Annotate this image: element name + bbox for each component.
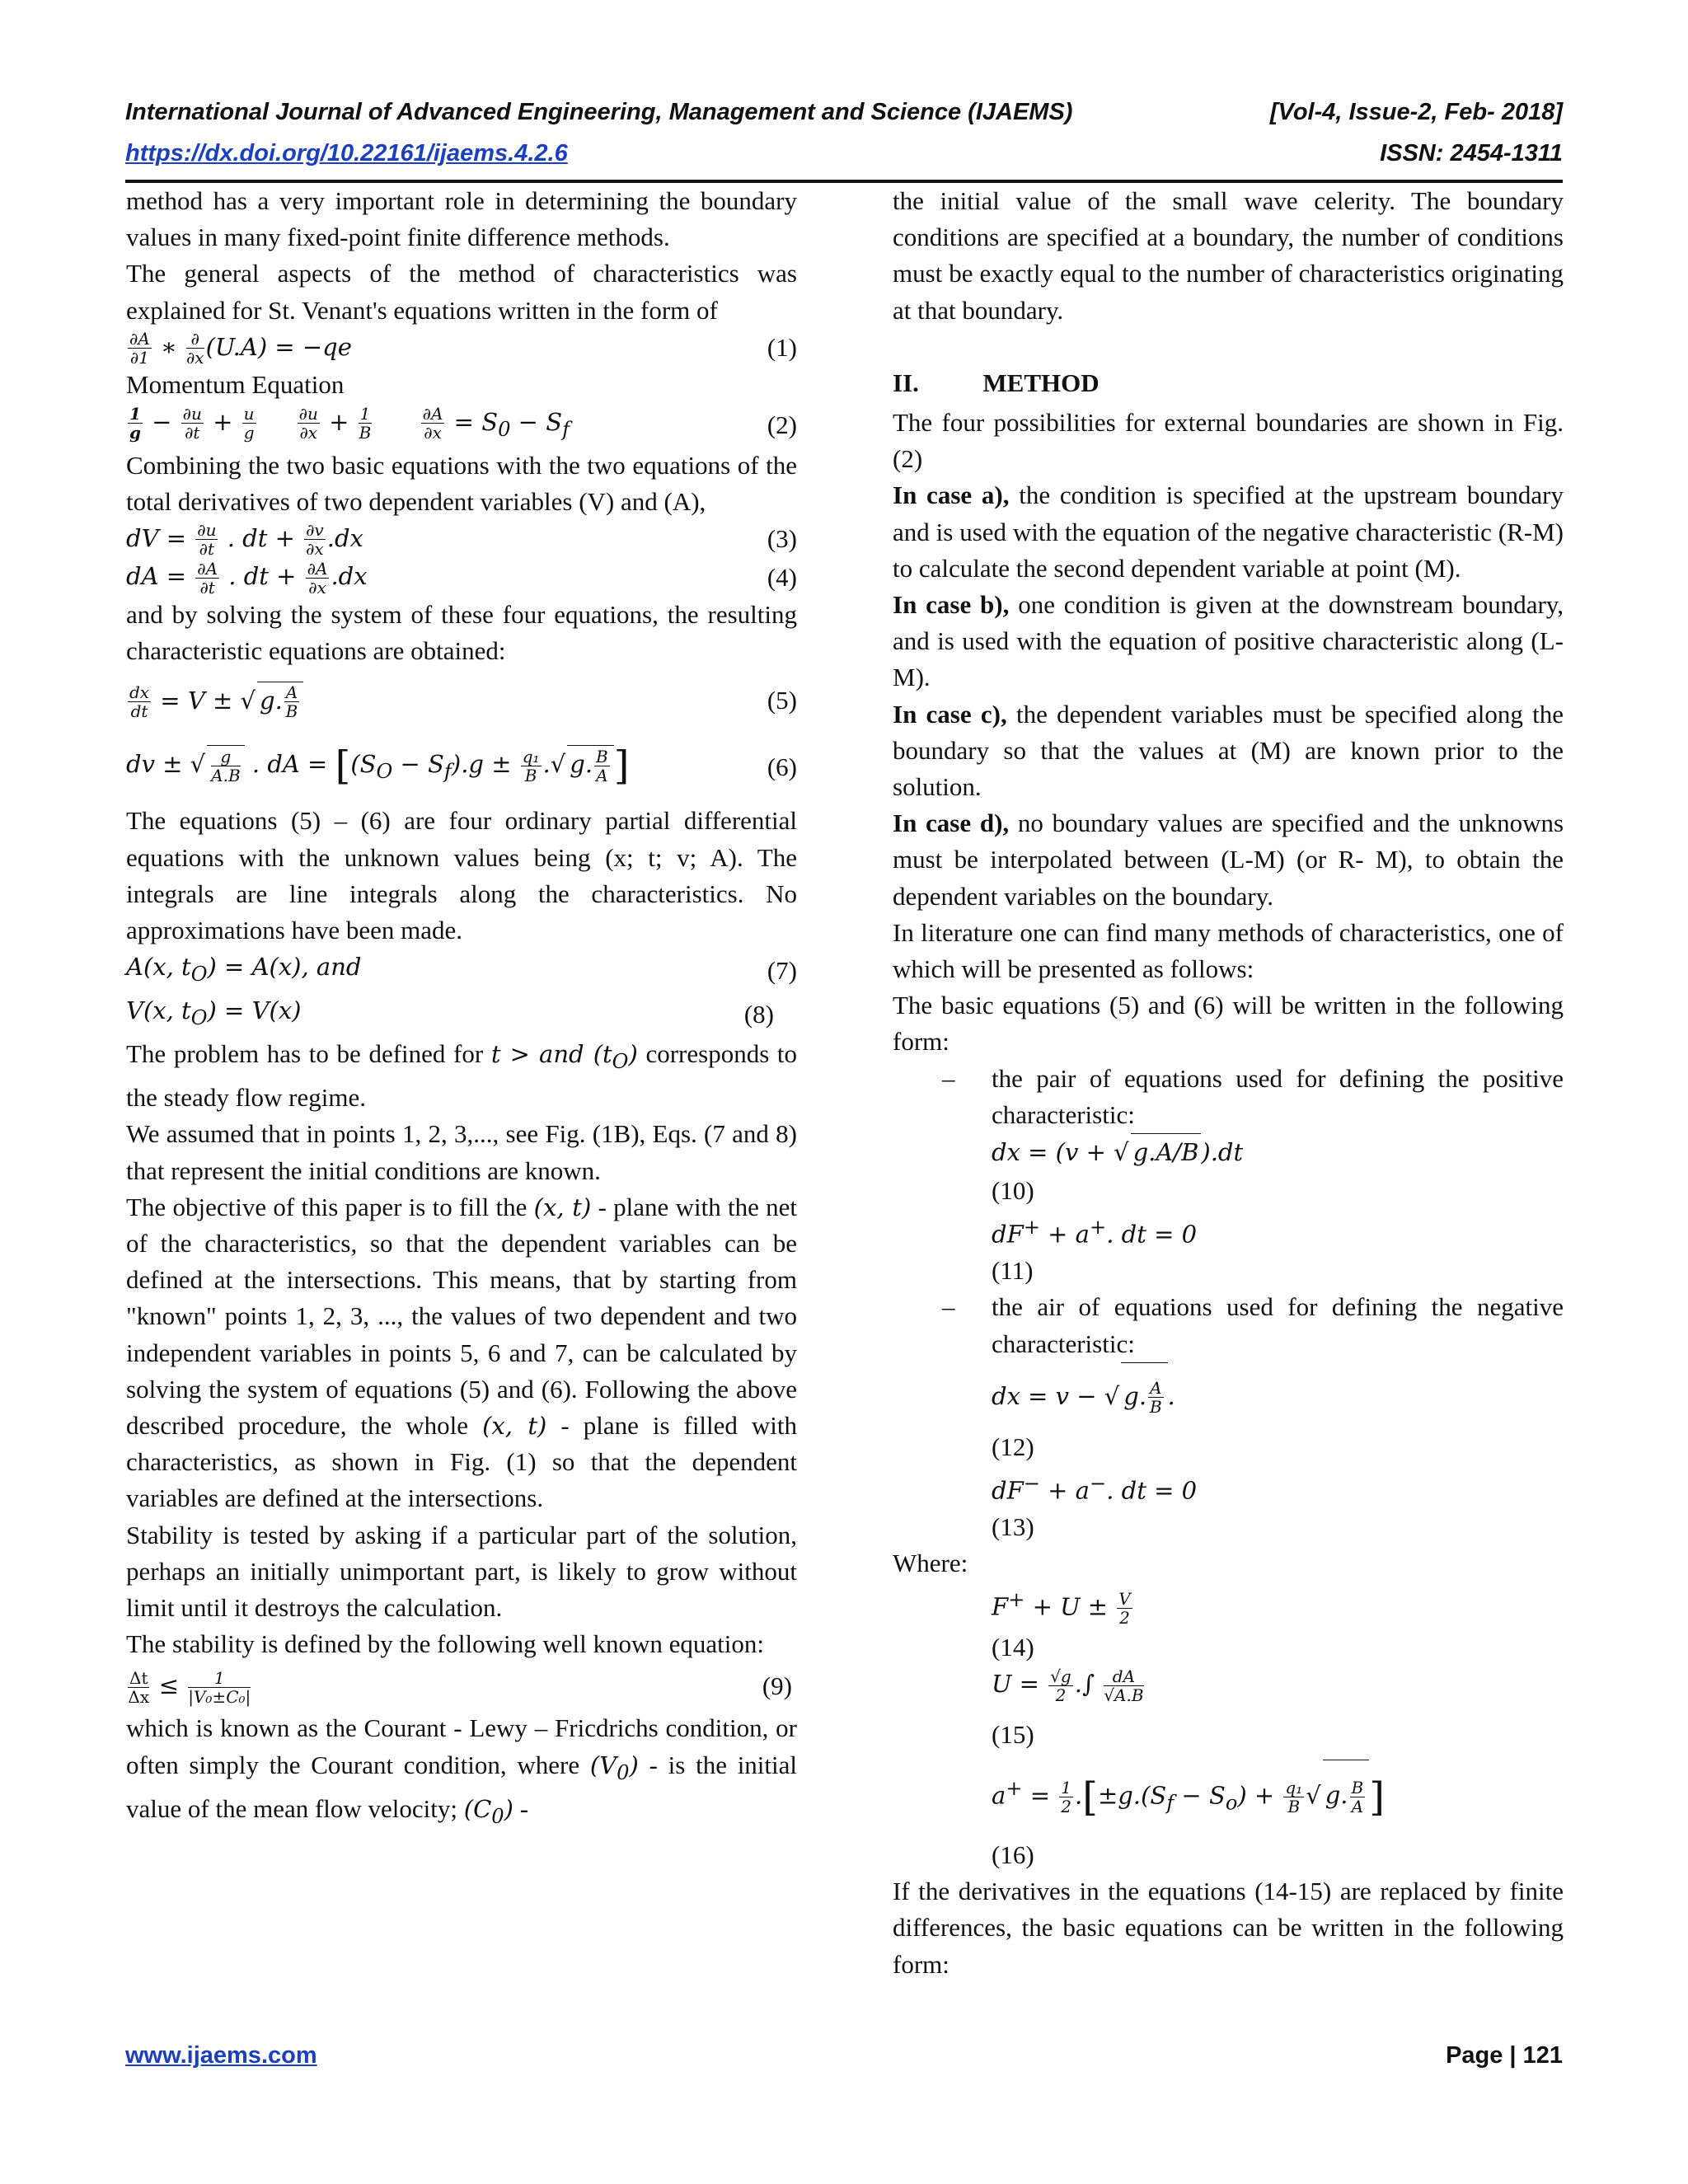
equation-number: (6) — [767, 752, 797, 782]
equation-8: V(x, $t_O) = V(x)$ (8) — [126, 992, 797, 1036]
paragraph: The problem has to be defined for t > and $(t_O)$ corresponds to the steady flow regime. — [126, 1039, 798, 1113]
equation-number: (5) — [767, 686, 797, 715]
equation-number: (4) — [767, 562, 797, 592]
equation-number: (8) — [743, 999, 774, 1029]
equation-number: (1) — [767, 332, 797, 362]
section-heading: II. METHOD — [893, 368, 1100, 397]
paragraph: The objective of this paper is to fill the (x, t) - plane with the net of the characteristics, so that the dependent variables can be defined at the intersections. This means, that by starting from "known" points 1, 2, 3, ..., the values of two dependent and two independent variables in points 5, 6 and 7, can be calculated by solving the system of equations (5) and (6). Following the above described procedure, the whole (x, t) - plane is filled with characteristics, as shown in Fig. (1) so that the dependent variables are defined at the intersections. — [126, 1192, 798, 1513]
where-label: Where: — [893, 1549, 968, 1578]
paragraph: The stability is defined by the following well known equation: — [126, 1629, 765, 1659]
doi-link[interactable]: https://dx.doi.org/10.22161/ijaems.4.2.6 — [125, 140, 568, 166]
equation-number: (13) — [992, 1511, 1034, 1541]
page-number: Page | 121 — [1446, 2042, 1563, 2069]
journal-title: International Journal of Advanced Engineering, Management and Science (IJAEMS) — [125, 99, 1073, 125]
equation-6: dv ± √ $\frac{g}{A.B}$ . dA = [$(S_O - S_f).g$ ± $\frac{\text{q₁}}{B}$ .√ g. $\frac{B}{A}$ ] (6) — [126, 743, 797, 790]
equation-1: $\frac{\partial A}{\partial 1}$ ∗ $\frac{\partial}{\partial x}$ (U.A) = −qe (1) — [129, 329, 797, 368]
paragraph: The four possibilities for external boundaries are shown in Fig. (2) — [893, 408, 1564, 474]
case-c: In case c), the dependent variables must be specified along the boundary so that the values at (M) are known prior to the solution. — [893, 699, 1564, 802]
equation-15: U = $\frac{√g}{2}$ .∫ $\frac{dA}{√A.B}$ — [992, 1666, 1144, 1705]
equation-11: dF+ + a+. dt = 0 — [992, 1216, 1198, 1249]
equation-number: (16) — [992, 1840, 1034, 1870]
left-column — [126, 183, 797, 1835]
equation-16: a+ = $\frac{1}{2}$ $.[\pm g.(S_f - S_o)$ + $\frac{\text{q₁}}{B}$ √ g. $\frac{B}{A}$ ] — [893, 1754, 1564, 1837]
momentum-label: Momentum Equation — [126, 370, 345, 400]
equation-number: (10) — [992, 1176, 1034, 1206]
dash-bullet: – — [942, 1063, 955, 1093]
issn: ISSN: 2454-1311 — [1380, 140, 1563, 166]
paragraph: We assumed that in points 1, 2, 3,..., see Fig. (1B), Eqs. (7 and 8) that represent the initial conditions are known. — [126, 1119, 797, 1185]
equation-number: (2) — [767, 410, 797, 439]
case-a: In case a), the condition is specified at the upstream boundary and is used with the equation of the negative characteristic (R-M) to calculate the second dependent variable at point (M). — [893, 480, 1564, 583]
equation-4: dA = $\frac{\partial A}{\partial t}$ . dt + $\frac{\partial A}{\partial x}$ .dx (4) — [126, 558, 797, 598]
equation-number: (9) — [762, 1671, 792, 1701]
equation-5: $\frac{dx}{dt}$ = V ± √ g. $\frac{A}{B}$ (5) — [129, 682, 797, 722]
case-d: In case d), no boundary values are specified and the unknowns must be interpolated between (L-M) (or R- M), to obtain the dependent variables on the boundary. — [893, 808, 1564, 911]
paragraph: The equations (5) – (6) are four ordinary partial differential equations with the unknown values being (x; t; v; A). The integrals are line integrals along the characteristics. No approximations have been made. — [126, 806, 797, 944]
equation-number: (7) — [767, 955, 797, 985]
paragraph: the initial value of the small wave celerity. The boundary conditions are specified at a boundary, the number of conditions must be exactly equal to the number of characteristics originating at that boundary. — [893, 186, 1564, 325]
paragraph: and by solving the system of these four equations, the resulting characteristic equations are obtained: — [126, 599, 797, 666]
equation-number: (3) — [767, 524, 797, 554]
equation-number: (15) — [992, 1720, 1034, 1750]
paragraph: In literature one can find many methods of characteristics, one of which will be presented as follows: — [893, 917, 1564, 984]
case-b: In case b), one condition is given at the downstream boundary, and is used with the equation of positive characteristic along (L-M). — [893, 590, 1564, 692]
paragraph: Combining the two basic equations with the two equations of the total derivatives of two dependent variables (V) and (A), — [126, 450, 797, 516]
equation-10: dx = (v + √ g.A/B ).dt — [893, 1133, 1564, 1173]
equation-2: $\frac{1}{g}$ − $\frac{\partial u}{\partial t}$ + $\frac{u}{g}$ $\frac{\partial u}{\partial x}$ + $\frac{1}{B}$ $\frac{\partial A}{\partial x}$ = $S_0 - S_f$ (2) — [129, 404, 797, 443]
list-item: – the air of equations used for defining the negative characteristic: — [893, 1289, 1564, 1361]
site-link[interactable]: www.ijaems.com — [125, 2042, 317, 2069]
paragraph: Stability is tested by asking if a particular part of the solution, perhaps an initially unimportant part, is likely to grow without limit until it destroys the calculation. — [126, 1520, 797, 1622]
right-column — [893, 183, 1564, 1983]
equation-number: (11) — [992, 1256, 1034, 1286]
volume-info: [Vol-4, Issue-2, Feb- 2018] — [1269, 99, 1563, 125]
equation-12: dx = v − √ g. $\frac{A}{B}$ . — [893, 1362, 1564, 1429]
equation-9: $\frac{\Delta t}{\Delta x}$ ≤ $\frac{1}{\text{|V₀±C₀|}}$ (9) — [128, 1667, 792, 1707]
equation-number: (14) — [992, 1633, 1034, 1662]
paragraph: method has a very important role in determining the boundary values in many fixed-point finite difference methods. — [126, 186, 797, 252]
equation-number: (12) — [992, 1432, 1034, 1461]
paragraph: If the derivatives in the equations (14-15) are replaced by finite differences, the basic equations can be written in the following form: — [893, 1877, 1564, 1979]
dash-bullet: – — [942, 1292, 955, 1322]
equation-7: A(x, $t_O) = A(x)$, and (7) — [126, 949, 797, 992]
paragraph: which is known as the Courant - Lewy – Fricdrichs condition, or often simply the Courant condition, where $(V_0)$ - is the initial value of the mean flow velocity; $(C_0)$ - — [126, 1713, 798, 1828]
equation-13: dF− + a−. dt = 0 — [992, 1471, 1198, 1505]
list-item: – the pair of equations used for defining the positive characteristic: — [893, 1061, 1564, 1133]
paragraph: The basic equations (5) and (6) will be written in the following form: — [893, 991, 1564, 1057]
paragraph: The general aspects of the method of characteristics was explained for St. Venant's equations written in the form of — [126, 259, 797, 325]
equation-3: dV = $\frac{\partial u}{\partial t}$ . dt + $\frac{\partial v}{\partial x}$ .dx (3) — [126, 520, 797, 560]
equation-14: F+ + U ± $\frac{V}{2}$ — [992, 1588, 1131, 1629]
